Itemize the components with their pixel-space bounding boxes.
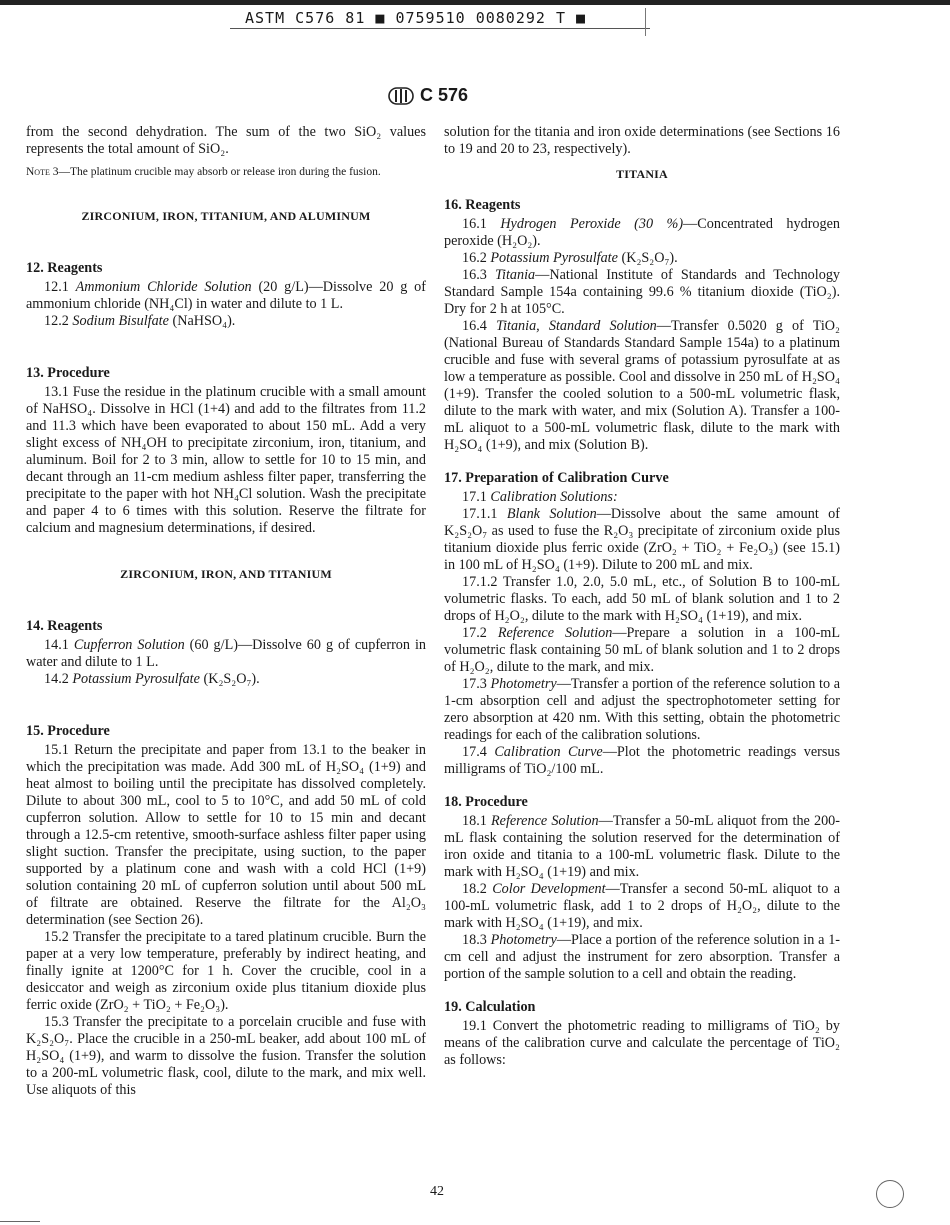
bottom-rule bbox=[0, 1221, 40, 1222]
section-heading: 15. Procedure bbox=[26, 723, 110, 739]
paragraph: 17.3 Photometry—Transfer a portion of the reference solution to a 1-cm absorption cell and adjust the spectrophotometer setting for zero absorption at 420 nm. With this setting, obtain the photometric readings for each of the calibration solutions. bbox=[444, 676, 840, 743]
paragraph: 19.1 Convert the photometric reading to milligrams of TiO₂ by means of the calibration curve and calculate the percentage of TiO₂ as follows: bbox=[444, 1018, 840, 1068]
top-rule bbox=[0, 0, 950, 5]
paragraph: 18.2 Color Development—Transfer a second 50-mL aliquot to a 100-mL volumetric flask, add 1 to 2 drops of H₂O₂, dilute to the mark with H₂SO₄ (1+19), and mix. bbox=[444, 881, 840, 931]
paragraph: 16.4 Titania, Standard Solution—Transfer 0.5020 g of TiO₂ (National Bureau of Standards Standard Sample 154a) to a platinum crucible and fuse with several grams of potassium pyrosulfate at as low a temperature as possible. Cool and dissolve in 250 mL of H₂SO₄ (1+9). Transfer the cooled solution to a 500-mL volumetric flask, dilute to the mark with water, and mix (Solution A). Transfer a 100-mL aliquot to a 500-mL volumetric flask, dilute to the mark with H₂SO₄ (1+9), and mix (Solution B). bbox=[444, 318, 840, 453]
section-caps-heading: ZIRCONIUM, IRON, TITANIUM, AND ALUMINUM bbox=[81, 209, 371, 223]
paragraph: 12.1 Ammonium Chloride Solution (20 g/L)—Dissolve 20 g of ammonium chloride (NH₄Cl) in water and dilute to 1 L. bbox=[26, 279, 426, 312]
paragraph: 15.3 Transfer the precipitate to a porcelain crucible and fuse with K₂S₂O₇. Place the crucible in a 250-mL beaker, add about 100 mL of H₂SO₄ (1+9), and warm to dissolve the fusion. Transfer the solution to a 200-mL volumetric flask, cool, dilute to the mark, and mix well. Use aliquots of this bbox=[26, 1014, 426, 1098]
paragraph: solution for the titania and iron oxide determinations (see Sections 16 to 19 and 20 to 23, respectively). bbox=[444, 124, 840, 157]
paragraph: 15.2 Transfer the precipitate to a tared platinum crucible. Burn the paper at a very low temperature, preferably by indirect heating, and finally ignite at 1200°C for 1 h. Cover the crucible, cool in a desiccator and weigh as zirconium oxide plus titanium dioxide plus ferric oxide (ZrO₂ + TiO₂ + Fe₂O₃). bbox=[26, 929, 426, 1013]
paragraph: 17.1.2 Transfer 1.0, 2.0, 5.0 mL, etc., of Solution B to 100-mL volumetric flasks. To each, add 50 mL of blank solution and 1 to 2 drops of H₂O₂, dilute to the mark with H₂SO₄ (1+19), and mix. bbox=[444, 574, 840, 624]
section-heading: 12. Reagents bbox=[26, 260, 103, 276]
section-heading: 14. Reagents bbox=[26, 618, 103, 634]
section-heading: 16. Reagents bbox=[444, 197, 521, 213]
section-heading: 13. Procedure bbox=[26, 365, 110, 381]
section-heading: 17. Preparation of Calibration Curve bbox=[444, 470, 669, 486]
page-number: 42 bbox=[430, 1184, 444, 1199]
paragraph: 17.1 Calibration Solutions: bbox=[462, 489, 618, 505]
paragraph: 17.2 Reference Solution—Prepare a solution in a 100-mL volumetric flask containing 50 mL of blank solution and 1 to 2 drops of H₂O₂, dilute to the mark, and mix. bbox=[444, 625, 840, 675]
circle-mark-icon bbox=[876, 1180, 904, 1208]
section-heading: 18. Procedure bbox=[444, 794, 528, 810]
note-text: —The platinum crucible may absorb or release iron during the fusion. bbox=[58, 166, 381, 178]
section-caps-heading: TITANIA bbox=[616, 167, 668, 181]
standard-designation: C 576 bbox=[420, 85, 469, 105]
section-caps-heading: ZIRCONIUM, IRON, AND TITANIUM bbox=[120, 567, 332, 581]
astm-logo-icon bbox=[388, 86, 414, 106]
header-mark bbox=[645, 8, 654, 36]
paragraph: from the second dehydration. The sum of the two SiO₂ values represents the total amount of SiO₂. bbox=[26, 124, 426, 157]
paragraph: 16.1 Hydrogen Peroxide (30 %)—Concentrated hydrogen peroxide (H₂O₂). bbox=[444, 216, 840, 249]
paragraph: 18.1 Reference Solution—Transfer a 50-mL aliquot from the 200-mL flask containing the solution reserved for the determination of iron oxide and titania to a 100-mL volumetric flask. Dilute to the mark with H₂SO₄ (1+19) and mix. bbox=[444, 813, 840, 880]
paragraph: 13.1 Fuse the residue in the platinum crucible with a small amount of NaHSO₄. Dissolve in HCl (1+4) and add to the filtrates from 11.2 and 11.3 which have been evaporated to about 150 mL. Add a very slight excess of NH₄OH to precipitate zirconium, iron, titanium, and aluminum. Boil for 2 to 3 min, allow to settle for 10 to 15 min, and decant through an 11-cm medium ashless filter paper, transferring the precipitate to the paper with hot NH₄Cl solution. Wash the precipitate and paper 4 to 6 times with this solution. Reserve the filtrate for calcium and magnesium determinations, if desired. bbox=[26, 384, 426, 536]
paragraph: 16.2 Potassium Pyrosulfate (K₂S₂O₇). bbox=[462, 250, 678, 266]
paragraph: 17.4 Calibration Curve—Plot the photometric readings versus milligrams of TiO₂/100 mL. bbox=[444, 744, 840, 777]
paragraph: 16.3 Titania—National Institute of Standards and Technology Standard Sample 154a containing 99.6 % titanium dioxide (TiO₂). Dry for 2 h at 105°C. bbox=[444, 267, 841, 317]
paragraph: 17.1.1 Blank Solution—Dissolve about the same amount of K₂S₂O₇ as used to fuse the R₂O₃ precipitate of zirconium oxide plus titanium dioxide plus ferric oxide (ZrO₂ + TiO₂ + Fe₂O₃) (see 15.1) in 100 mL of H₂SO₄ (1+9). Dilute to 200 mL and mix. bbox=[444, 506, 841, 573]
paragraph: 12.2 Sodium Bisulfate (NaHSO₄). bbox=[44, 313, 236, 329]
note-3 bbox=[26, 165, 426, 180]
section-heading: 19. Calculation bbox=[444, 999, 536, 1015]
note-label: Note 3 bbox=[26, 166, 59, 178]
left-column bbox=[26, 124, 426, 1099]
paragraph: 14.2 Potassium Pyrosulfate (K₂S₂O₇). bbox=[44, 671, 260, 687]
header-code: ASTM C576 81 ■ 0759510 0080292 T ■ bbox=[245, 9, 587, 27]
paragraph: 18.3 Photometry—Place a portion of the reference solution in a 1-cm cell and adjust the instrument for zero absorption. Transfer a portion of the sample solution to a cell and obtain the reading. bbox=[444, 932, 841, 982]
paragraph: 14.1 Cupferron Solution (60 g/L)—Dissolve 60 g of cupferron in water and dilute to 1 L. bbox=[26, 637, 427, 670]
paragraph: 15.1 Return the precipitate and paper from 13.1 to the beaker in which the precipitation was made. Add 300 mL of H₂SO₄ (1+9) and heat almost to boiling until the precipitate has dissolved completely. Dilute to about 300 mL, cool to 5 to 10°C, and add 50 mL of cold cupferron solution. Allow to settle for 10 to 15 min and decant through a 12.5-cm retentive, smooth-surface ashless filter paper using slight suction. Transfer the precipitate, using suction, to the paper supported by a platinum cone and wash with a cold HCl (1+9) solution containing 20 mL of cupferron solution until about 500 mL of filtrate are obtained. Reserve the filtrate for the Al₂O₃ determination (see Section 26). bbox=[26, 742, 426, 928]
right-column bbox=[444, 124, 840, 1069]
